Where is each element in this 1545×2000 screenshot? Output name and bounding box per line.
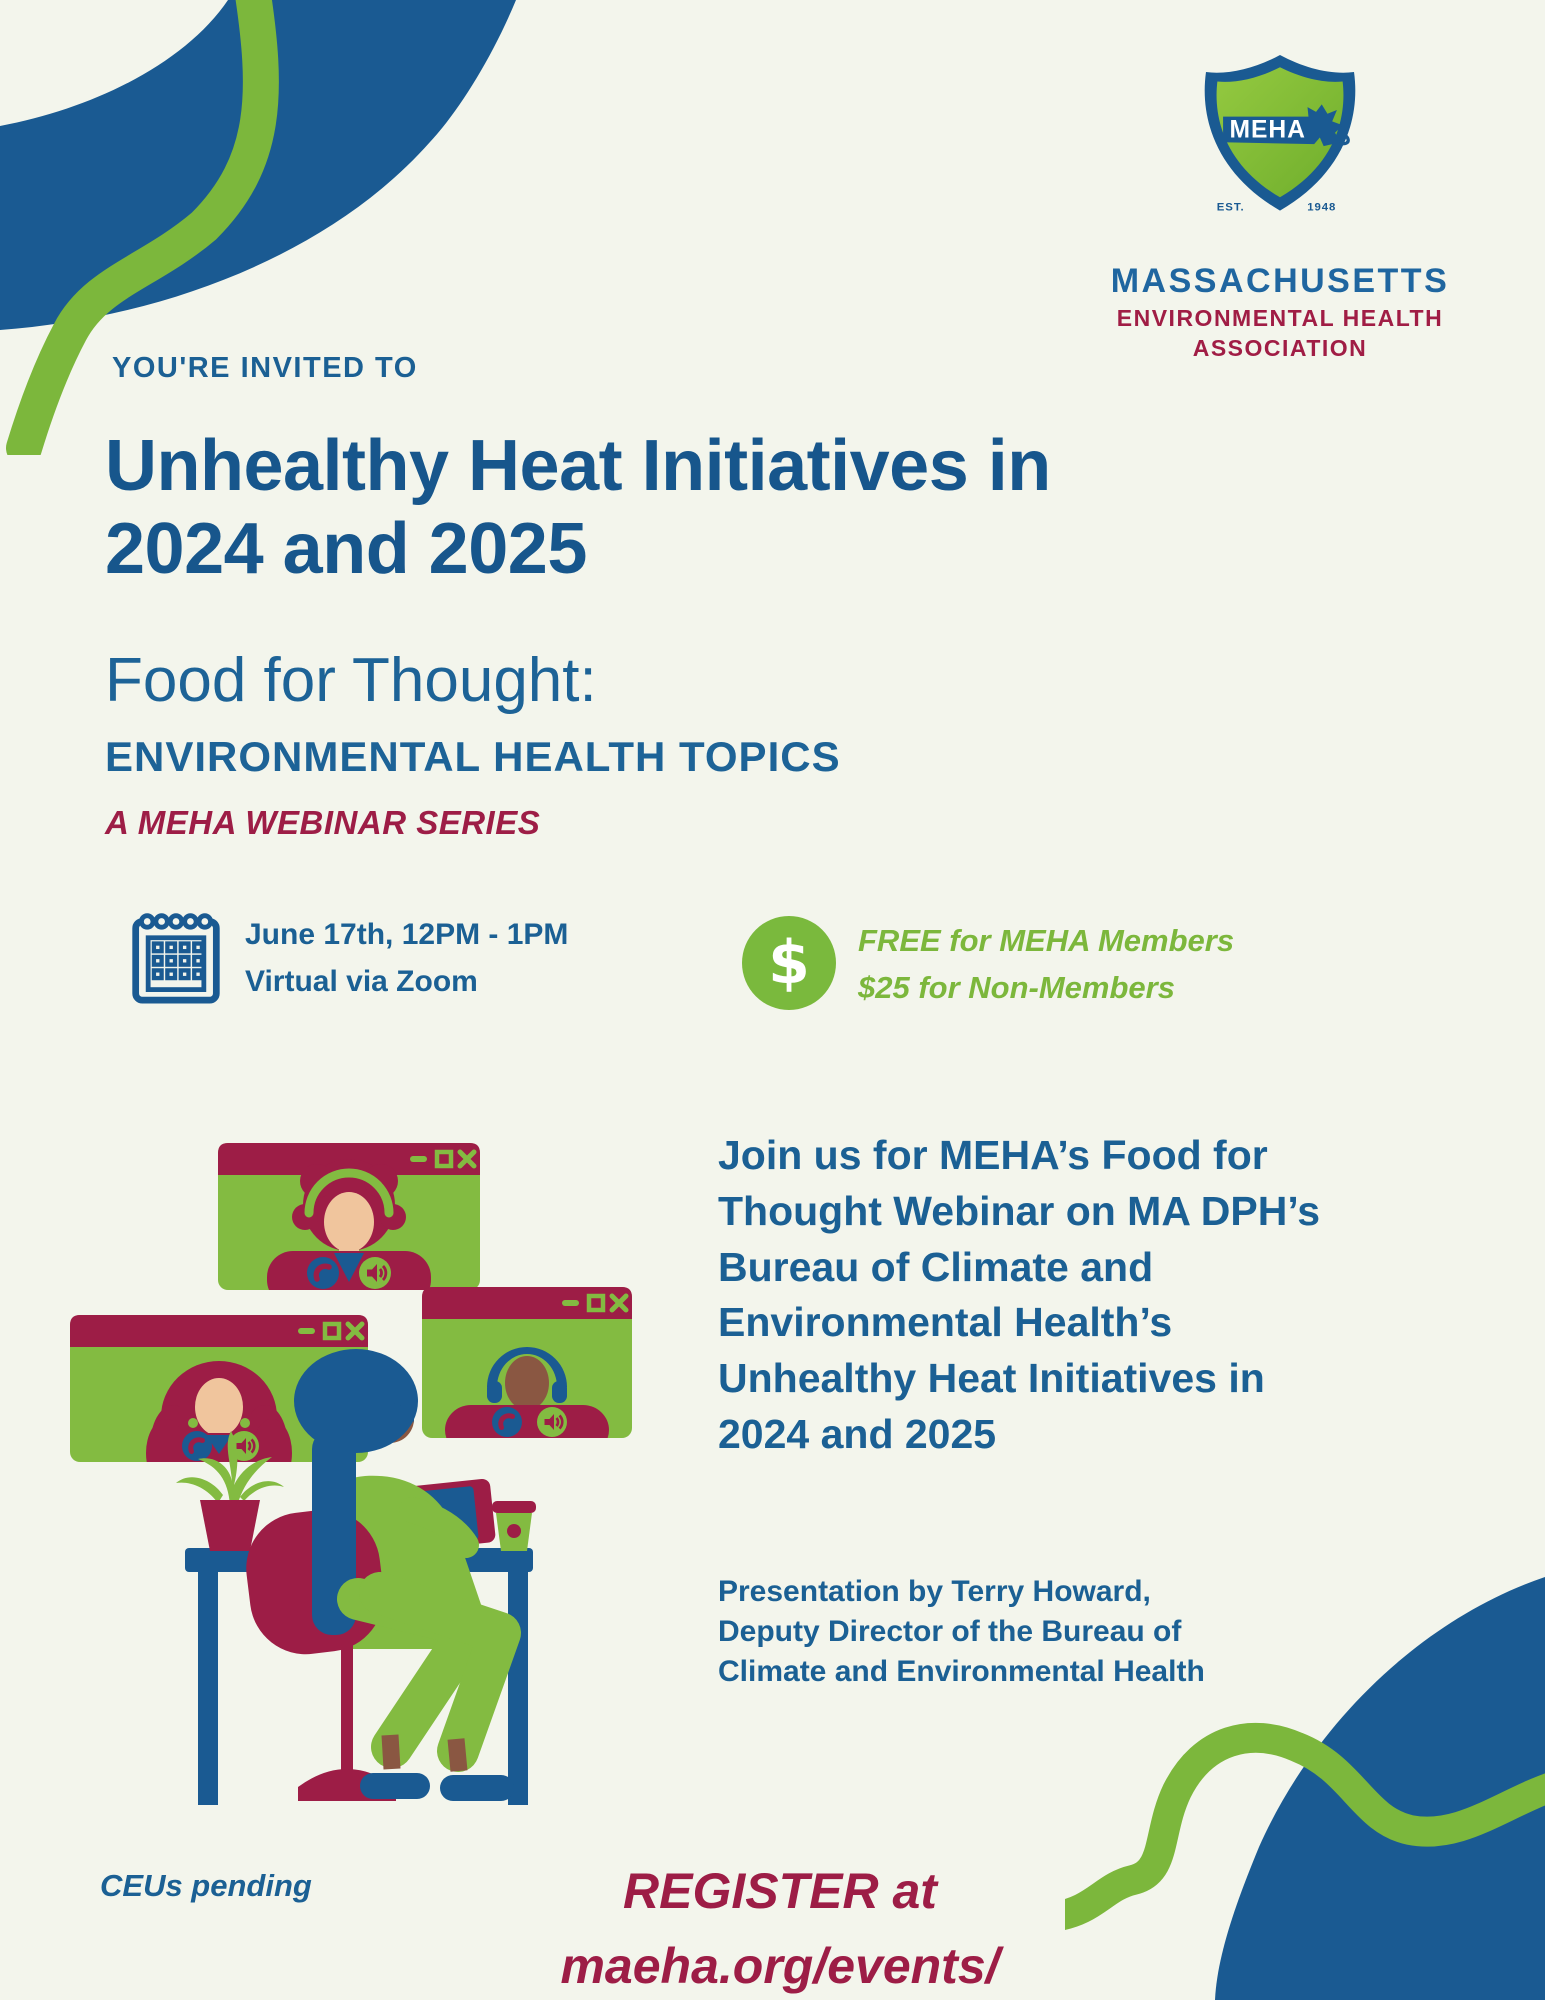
event-datetime-block xyxy=(245,912,568,1005)
event-title xyxy=(105,425,1051,591)
dollar-icon xyxy=(742,916,836,1010)
video-call-illustration xyxy=(60,1085,680,1815)
event-title-line2: 2024 and 2025 xyxy=(105,508,587,589)
presenter-line: Deputy Director of the Bureau of xyxy=(718,1614,1182,1648)
coffee-cup-icon xyxy=(492,1501,536,1551)
presenter-line: Presentation by Terry Howard, xyxy=(718,1575,1151,1608)
event-title-line1: Unhealthy Heat Initiatives in xyxy=(105,426,1051,506)
logo-org-line3: ASSOCIATION xyxy=(1192,335,1368,361)
invitation-kicker: YOU'RE INVITED TO xyxy=(112,352,418,384)
meha-shield-icon xyxy=(1185,36,1375,240)
calendar-icon xyxy=(128,906,224,1006)
logo-org-line2: ENVIRONMENTAL HEALTH xyxy=(1116,305,1444,331)
video-window-top xyxy=(218,1143,480,1306)
logo-wordmark xyxy=(1020,262,1540,362)
description-line: Environmental Health’s xyxy=(718,1299,1173,1346)
logo-acronym: MEHA xyxy=(1229,116,1306,144)
event-description xyxy=(718,1128,1458,1463)
event-location: Virtual via Zoom xyxy=(245,964,478,998)
chair-stem xyxy=(341,1645,353,1777)
presenter-info xyxy=(718,1572,1418,1692)
register-url: maeha.org/events/ xyxy=(560,1938,1000,1994)
presenter-line: Climate and Environmental Health xyxy=(718,1654,1205,1688)
series-title: Food for Thought: xyxy=(105,646,597,715)
register-line1: REGISTER at xyxy=(623,1863,937,1919)
ceu-note: CEUs pending xyxy=(100,1868,312,1903)
shoe xyxy=(360,1773,430,1799)
logo-est-year: 1948 xyxy=(1307,201,1337,214)
corner-decoration-top-left xyxy=(0,0,560,455)
description-line: Join us for MEHA’s Food for xyxy=(718,1132,1268,1178)
description-line: Unhealthy Heat Initiatives in xyxy=(718,1355,1265,1401)
logo-est-label: EST. xyxy=(1216,201,1245,214)
series-subtitle: ENVIRONMENTAL HEALTH TOPICS xyxy=(105,733,841,780)
video-window-right xyxy=(422,1287,632,1455)
price-member: FREE for MEHA Members xyxy=(858,923,1235,958)
price-block xyxy=(858,918,1234,1011)
description-line: 2024 and 2025 xyxy=(718,1410,997,1457)
description-line: Thought Webinar on MA DPH’s xyxy=(718,1187,1321,1234)
description-line: Bureau of Climate and xyxy=(718,1243,1154,1290)
series-tag: A MEHA WEBINAR SERIES xyxy=(105,804,541,841)
price-nonmember: $25 for Non-Members xyxy=(858,969,1175,1005)
dollar-symbol: $ xyxy=(768,928,810,998)
shoe xyxy=(440,1775,514,1801)
event-datetime: June 17th, 12PM - 1PM xyxy=(245,918,569,951)
register-callout xyxy=(430,1854,1130,2000)
logo-org-line1: MASSACHUSETTS xyxy=(1110,262,1450,300)
